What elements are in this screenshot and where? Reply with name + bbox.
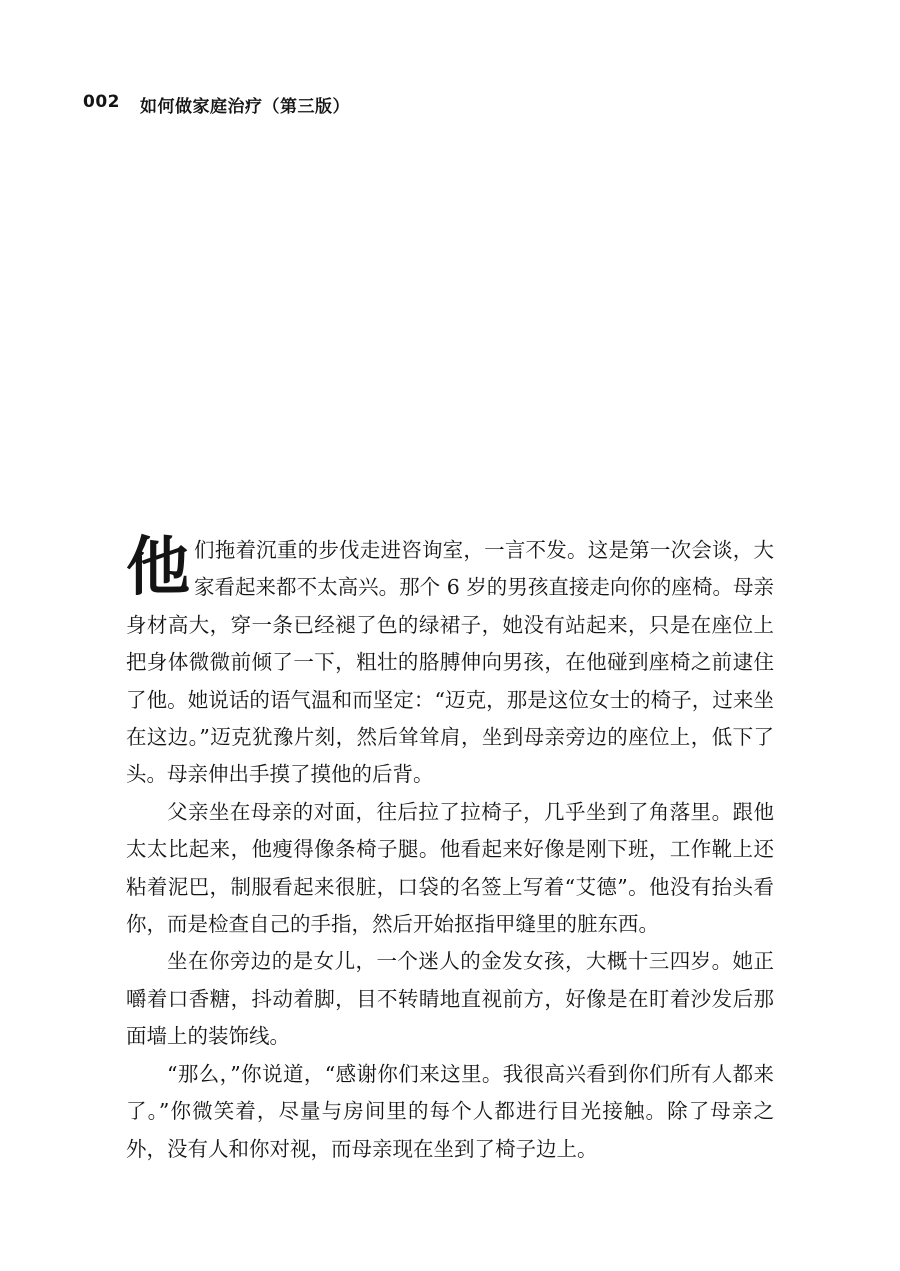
paragraph-1-text: 们拖着沉重的步伐走进咨询室，一言不发。这是第一次会谈，大家看起来都不太高兴。那个 6 岁的男孩直接走向你的座椅。母亲身材高大，穿一条已经褪了色的绿裙子，她没有站起来，只是在座位上把身体微微前倾了一下，粗壮的胳膊伸向男孩，在他碰到座椅之前逮住了他。她说话的语气温和而坚定：“迈克，那是这位女士的椅子，过来坐在这边。”迈克犹豫片刻，然后耸耸肩，坐到母亲旁边的座位上，低下了头。母亲伸出手摸了摸他的后背。 <box>126 538 774 787</box>
book-title: 如何做家庭治疗（第三版） <box>140 97 350 117</box>
paragraph-2: 父亲坐在母亲的对面，往后拉了拉椅子，几乎坐到了角落里。跟他太太比起来，他瘦得像条椅子腿。他看起来好像是刚下班，工作靴上还粘着泥巴，制服看起来很脏，口袋的名签上写着“艾德”。他没有抬头看你，而是检查自己的手指，然后开始抠指甲缝里的脏东西。 <box>126 799 774 937</box>
page-number: 002 <box>83 92 120 112</box>
paragraph-1 <box>126 532 774 794</box>
running-header <box>83 92 350 117</box>
paragraph-4: “那么，”你说道，“感谢你们来这里。我很高兴看到你们所有人都来了。”你微笑着，尽量与房间里的每个人都进行目光接触。除了母亲之外，没有人和你对视，而母亲现在坐到了椅子边上。 <box>126 1061 774 1161</box>
body-text <box>126 532 774 1168</box>
drop-cap: 他 <box>126 530 190 605</box>
paragraph-3: 坐在你旁边的是女儿，一个迷人的金发女孩，大概十三四岁。她正嚼着口香糖，抖动着脚，目不转睛地直视前方，好像是在盯着沙发后那面墙上的装饰线。 <box>126 949 774 1049</box>
